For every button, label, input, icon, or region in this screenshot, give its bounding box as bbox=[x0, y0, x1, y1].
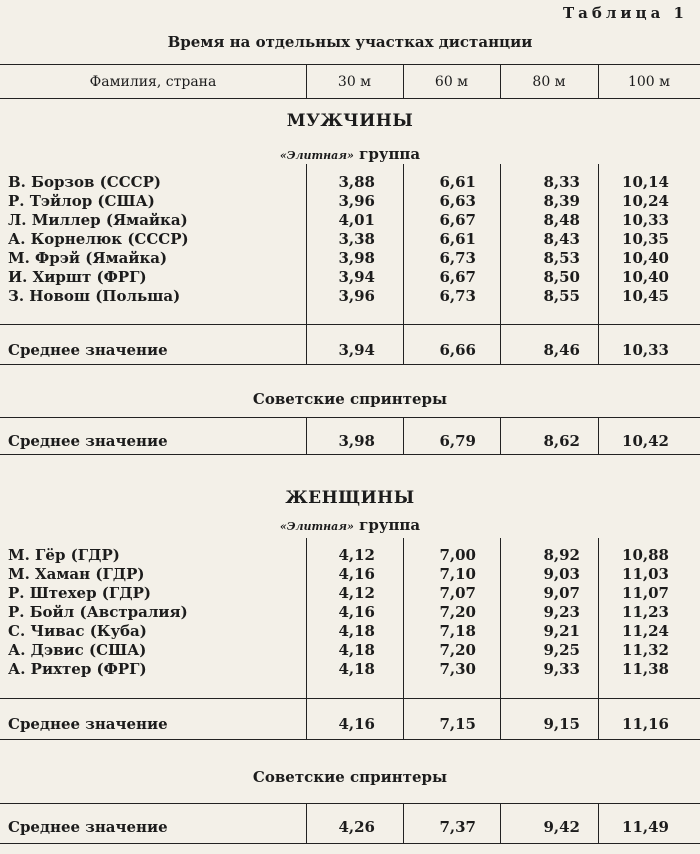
time-60m: 6,61 bbox=[439, 230, 476, 248]
time-100m: 11,32 bbox=[622, 641, 669, 659]
section-title-men: МУЖЧИНЫ bbox=[286, 111, 414, 131]
row-rule bbox=[0, 739, 700, 740]
avg-30m: 3,94 bbox=[338, 341, 375, 359]
group-word: группа bbox=[359, 145, 421, 163]
average-label: Среднее значение bbox=[8, 432, 168, 450]
time-60m: 7,20 bbox=[439, 641, 476, 659]
avg-100m: 10,33 bbox=[622, 341, 669, 359]
time-80m: 8,39 bbox=[543, 192, 580, 210]
athlete-name: Л. Миллер (Ямайка) bbox=[8, 211, 188, 229]
row-rule bbox=[0, 417, 700, 418]
athlete-name: А. Корнелюк (СССР) bbox=[8, 230, 189, 248]
table-row bbox=[0, 249, 700, 268]
row-rule bbox=[0, 364, 700, 365]
section-title-women: ЖЕНЩИНЫ bbox=[285, 488, 415, 508]
time-100m: 11,24 bbox=[622, 622, 669, 640]
time-100m: 11,07 bbox=[622, 584, 669, 602]
avg-80m: 8,62 bbox=[543, 432, 580, 450]
time-100m: 10,24 bbox=[622, 192, 669, 210]
time-100m: 10,33 bbox=[622, 211, 669, 229]
table-row bbox=[0, 603, 700, 622]
athlete-name: А. Дэвис (США) bbox=[8, 641, 147, 659]
table-row bbox=[0, 287, 700, 306]
time-80m: 9,33 bbox=[543, 660, 580, 678]
time-60m: 6,73 bbox=[439, 287, 476, 305]
table-row bbox=[0, 565, 700, 584]
avg-100m: 10,42 bbox=[622, 432, 669, 450]
avg-60m: 7,37 bbox=[439, 818, 476, 836]
row-rule bbox=[0, 324, 700, 325]
avg-80m: 8,46 bbox=[543, 341, 580, 359]
group-title-women-elite bbox=[0, 516, 700, 534]
time-30m: 4,18 bbox=[338, 660, 375, 678]
athlete-name: С. Чивас (Куба) bbox=[8, 622, 147, 640]
group-title-women-soviet: Советские спринтеры bbox=[252, 768, 448, 786]
table-row bbox=[0, 622, 700, 641]
avg-30m: 4,16 bbox=[338, 715, 375, 733]
time-60m: 6,67 bbox=[439, 268, 476, 286]
table-row bbox=[0, 546, 700, 565]
time-30m: 4,16 bbox=[338, 603, 375, 621]
average-label: Среднее значение bbox=[8, 818, 168, 836]
time-80m: 8,53 bbox=[543, 249, 580, 267]
group-title-men-soviet: Советские спринтеры bbox=[252, 390, 448, 408]
header-80m: 80 м bbox=[532, 74, 566, 90]
header-30m: 30 м bbox=[337, 74, 372, 90]
row-rule bbox=[0, 803, 700, 804]
time-60m: 7,10 bbox=[439, 565, 476, 583]
time-30m: 3,96 bbox=[338, 192, 375, 210]
athlete-name: В. Борзов (СССР) bbox=[8, 173, 161, 191]
time-80m: 8,92 bbox=[543, 546, 580, 564]
table-number: Таблица 1 bbox=[562, 4, 688, 22]
table-row bbox=[0, 584, 700, 603]
time-30m: 4,12 bbox=[338, 546, 375, 564]
avg-60m: 7,15 bbox=[439, 715, 476, 733]
time-60m: 6,67 bbox=[439, 211, 476, 229]
athlete-name: Р. Тэйлор (США) bbox=[8, 192, 155, 210]
average-label: Среднее значение bbox=[8, 715, 168, 733]
time-100m: 10,45 bbox=[622, 287, 669, 305]
avg-30m: 4,26 bbox=[338, 818, 375, 836]
time-80m: 9,07 bbox=[543, 584, 580, 602]
average-row bbox=[0, 715, 700, 734]
header-60m: 60 м bbox=[434, 74, 469, 90]
time-30m: 3,88 bbox=[338, 173, 375, 191]
header-name: Фамилия, страна bbox=[89, 74, 217, 90]
time-100m: 10,14 bbox=[622, 173, 669, 191]
time-80m: 9,23 bbox=[543, 603, 580, 621]
avg-80m: 9,15 bbox=[543, 715, 580, 733]
table-row bbox=[0, 230, 700, 249]
time-30m: 3,38 bbox=[338, 230, 375, 248]
time-60m: 7,00 bbox=[439, 546, 476, 564]
avg-30m: 3,98 bbox=[338, 432, 375, 450]
header-bottom-rule bbox=[0, 98, 700, 99]
time-60m: 6,61 bbox=[439, 173, 476, 191]
group-title-men-elite bbox=[0, 145, 700, 163]
athlete-name: М. Гёр (ГДР) bbox=[8, 546, 120, 564]
time-30m: 3,94 bbox=[338, 268, 375, 286]
time-30m: 3,96 bbox=[338, 287, 375, 305]
row-rule bbox=[0, 843, 700, 844]
time-80m: 9,03 bbox=[543, 565, 580, 583]
time-60m: 7,30 bbox=[439, 660, 476, 678]
table-row bbox=[0, 192, 700, 211]
time-100m: 10,88 bbox=[622, 546, 669, 564]
table-caption: Время на отдельных участках дистанции bbox=[167, 33, 533, 51]
time-80m: 8,33 bbox=[543, 173, 580, 191]
time-60m: 7,18 bbox=[439, 622, 476, 640]
group-label: «Элитная» bbox=[279, 149, 354, 162]
average-row bbox=[0, 341, 700, 360]
avg-60m: 6,66 bbox=[439, 341, 476, 359]
time-100m: 11,03 bbox=[622, 565, 669, 583]
time-100m: 11,38 bbox=[622, 660, 669, 678]
time-80m: 9,21 bbox=[543, 622, 580, 640]
athlete-name: М. Фрэй (Ямайка) bbox=[8, 249, 168, 267]
time-60m: 7,20 bbox=[439, 603, 476, 621]
time-80m: 8,48 bbox=[543, 211, 580, 229]
athlete-name: А. Рихтер (ФРГ) bbox=[8, 660, 147, 678]
header-100m: 100 м bbox=[627, 74, 671, 90]
row-rule bbox=[0, 454, 700, 455]
time-80m: 8,55 bbox=[543, 287, 580, 305]
row-rule bbox=[0, 698, 700, 699]
average-row bbox=[0, 818, 700, 837]
time-60m: 6,73 bbox=[439, 249, 476, 267]
table-row bbox=[0, 268, 700, 287]
time-80m: 8,50 bbox=[543, 268, 580, 286]
time-100m: 10,35 bbox=[622, 230, 669, 248]
avg-80m: 9,42 bbox=[543, 818, 580, 836]
average-label: Среднее значение bbox=[8, 341, 168, 359]
group-label: «Элитная» bbox=[279, 520, 354, 533]
athlete-name: Р. Штехер (ГДР) bbox=[8, 584, 151, 602]
time-30m: 4,01 bbox=[338, 211, 375, 229]
avg-100m: 11,49 bbox=[622, 818, 669, 836]
avg-60m: 6,79 bbox=[439, 432, 476, 450]
table-row bbox=[0, 211, 700, 230]
table-row bbox=[0, 641, 700, 660]
average-row bbox=[0, 432, 700, 451]
table-row bbox=[0, 660, 700, 679]
time-30m: 3,98 bbox=[338, 249, 375, 267]
time-100m: 10,40 bbox=[622, 249, 669, 267]
athlete-name: Р. Бойл (Австралия) bbox=[8, 603, 188, 621]
group-word: группа bbox=[359, 516, 421, 534]
time-30m: 4,12 bbox=[338, 584, 375, 602]
table-row bbox=[0, 173, 700, 192]
time-30m: 4,16 bbox=[338, 565, 375, 583]
time-60m: 7,07 bbox=[439, 584, 476, 602]
athlete-name: М. Хаман (ГДР) bbox=[8, 565, 145, 583]
time-30m: 4,18 bbox=[338, 641, 375, 659]
avg-100m: 11,16 bbox=[622, 715, 669, 733]
time-60m: 6,63 bbox=[439, 192, 476, 210]
time-100m: 11,23 bbox=[622, 603, 669, 621]
time-100m: 10,40 bbox=[622, 268, 669, 286]
athlete-name: З. Новош (Польша) bbox=[8, 287, 181, 305]
time-80m: 8,43 bbox=[543, 230, 580, 248]
time-80m: 9,25 bbox=[543, 641, 580, 659]
athlete-name: И. Хиршт (ФРГ) bbox=[8, 268, 147, 286]
time-30m: 4,18 bbox=[338, 622, 375, 640]
header-top-rule bbox=[0, 64, 700, 65]
